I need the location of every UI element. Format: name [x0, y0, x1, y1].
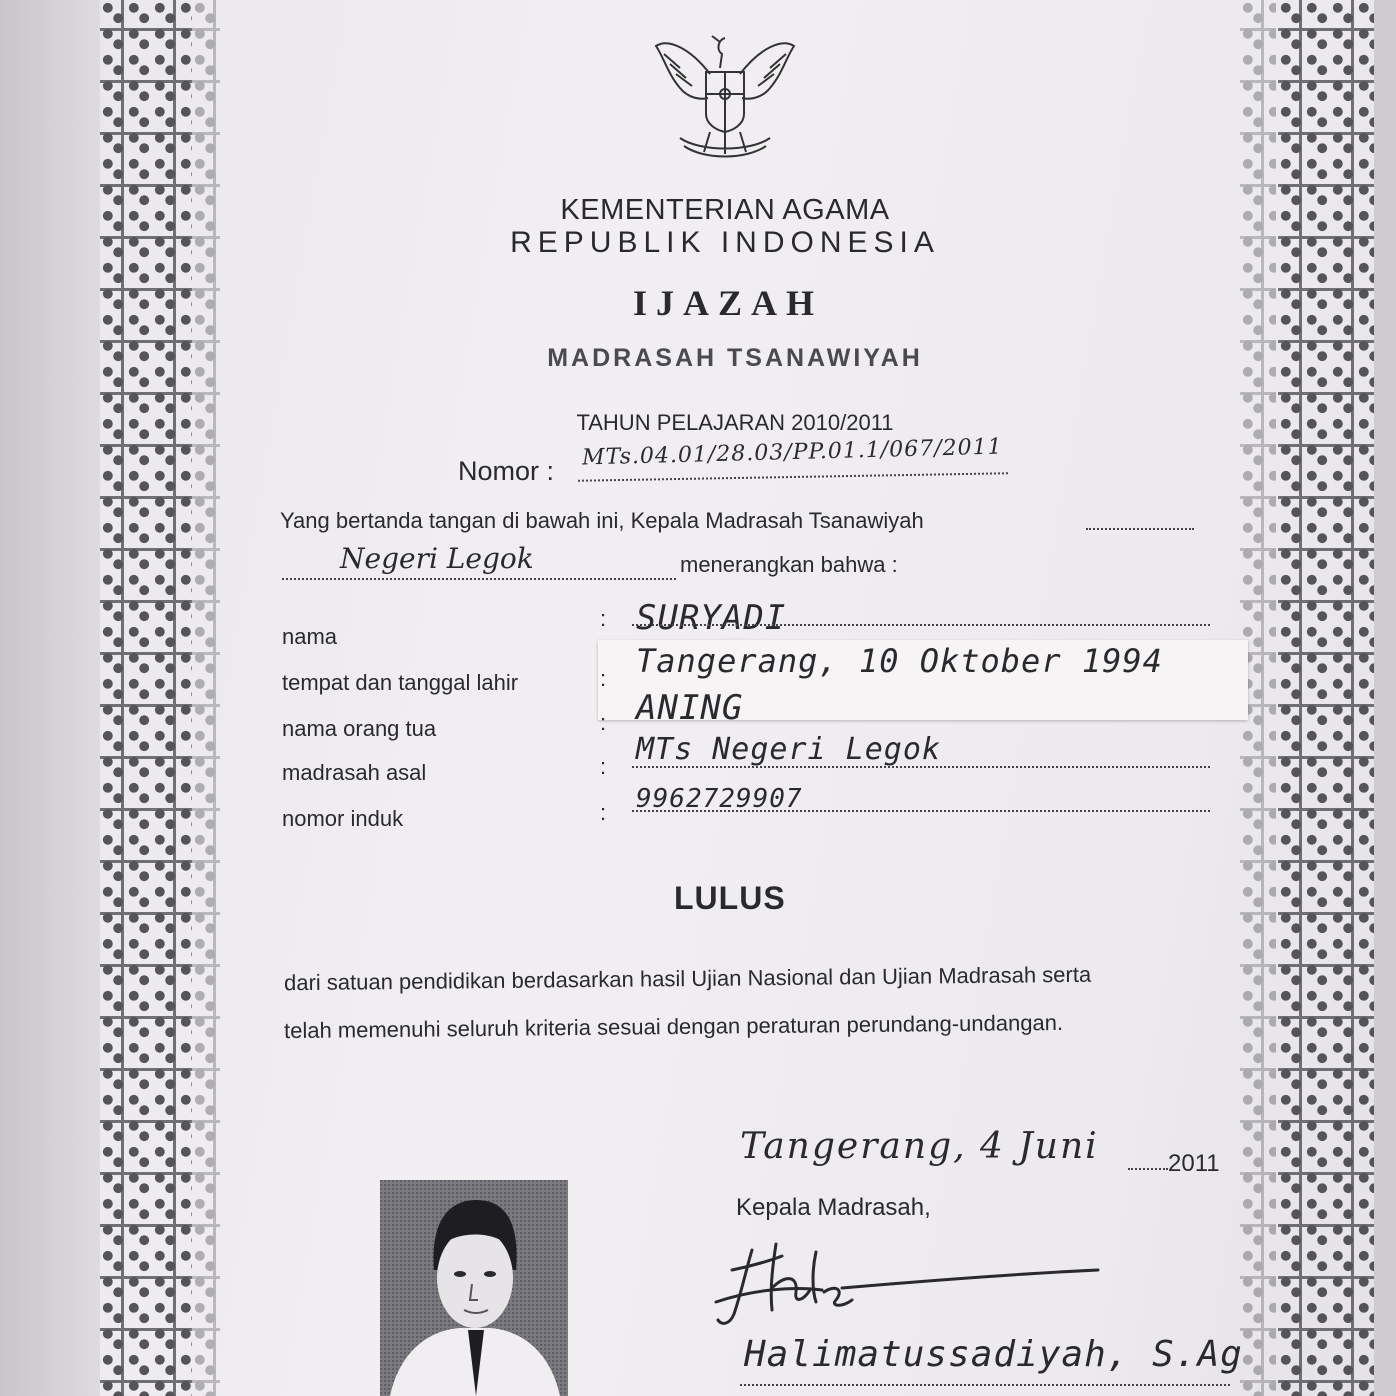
field-value-parent: ANING	[636, 688, 744, 728]
handwritten-signature	[712, 1230, 1132, 1340]
intro-line-2: menerangkan bahwa :	[680, 552, 898, 577]
field-colon: :	[600, 754, 607, 779]
republic-name: REPUBLIK INDONESIA	[510, 226, 940, 259]
field-label-origin-school: madrasah asal	[282, 760, 427, 785]
field-label-parent: nama orang tua	[282, 716, 437, 741]
body-line-1: dari satuan pendidikan berdasarkan hasil Ujian Nasional dan Ujian Madrasah serta	[283, 961, 1092, 996]
field-label-name: nama	[282, 624, 338, 649]
signatory-name-dots	[740, 1384, 1230, 1386]
result-status: LULUS	[674, 880, 786, 916]
intro-dots-2	[282, 578, 676, 580]
field-colon: :	[600, 710, 607, 735]
field-dots	[632, 766, 1210, 768]
field-label-birth: tempat dan tanggal lahir	[282, 670, 519, 695]
place-date-dots	[1128, 1168, 1168, 1170]
field-value-name: SURYADI	[636, 598, 787, 638]
field-dots	[632, 624, 1210, 626]
signatory-name: Halimatussadiyah, S.Ag	[744, 1334, 1243, 1375]
field-value-birth: Tangerang, 10 Oktober 1994	[636, 642, 1163, 680]
signatory-title: Kepala Madrasah,	[736, 1194, 931, 1221]
number-label: Nomor :	[458, 456, 555, 486]
certificate-number: MTs.04.01/28.03/PP.01.1/067/2011	[581, 434, 1003, 471]
field-value-origin-school: MTs Negeri Legok	[636, 732, 941, 767]
ministry-name: KEMENTERIAN AGAMA	[560, 194, 890, 226]
field-value-student-number: 9962729907	[636, 784, 803, 814]
school-name-handwritten: Negeri Legok	[340, 542, 534, 575]
place-date-year: 2011	[1168, 1150, 1220, 1177]
document-title: IJAZAH	[632, 283, 824, 323]
field-colon: :	[600, 606, 607, 631]
school-type: MADRASAH TSANAWIYAH	[547, 344, 923, 372]
academic-year: TAHUN PELAJARAN 2010/2011	[576, 410, 894, 435]
body-line-2: telah memenuhi seluruh kriteria sesuai dengan peraturan perundang-undangan.	[283, 1009, 1064, 1044]
place-date-handwritten: Tangerang, 4 Juni	[740, 1126, 1099, 1167]
field-colon: :	[600, 666, 607, 691]
garuda-emblem-icon	[650, 28, 800, 168]
intro-dots-1	[1086, 528, 1194, 530]
field-label-student-number: nomor induk	[282, 806, 404, 831]
field-dots	[632, 810, 1210, 812]
intro-line-1: Yang bertanda tangan di bawah ini, Kepala Madrasah Tsanawiyah	[280, 508, 924, 533]
student-photo	[380, 1180, 568, 1396]
field-colon: :	[600, 800, 607, 825]
